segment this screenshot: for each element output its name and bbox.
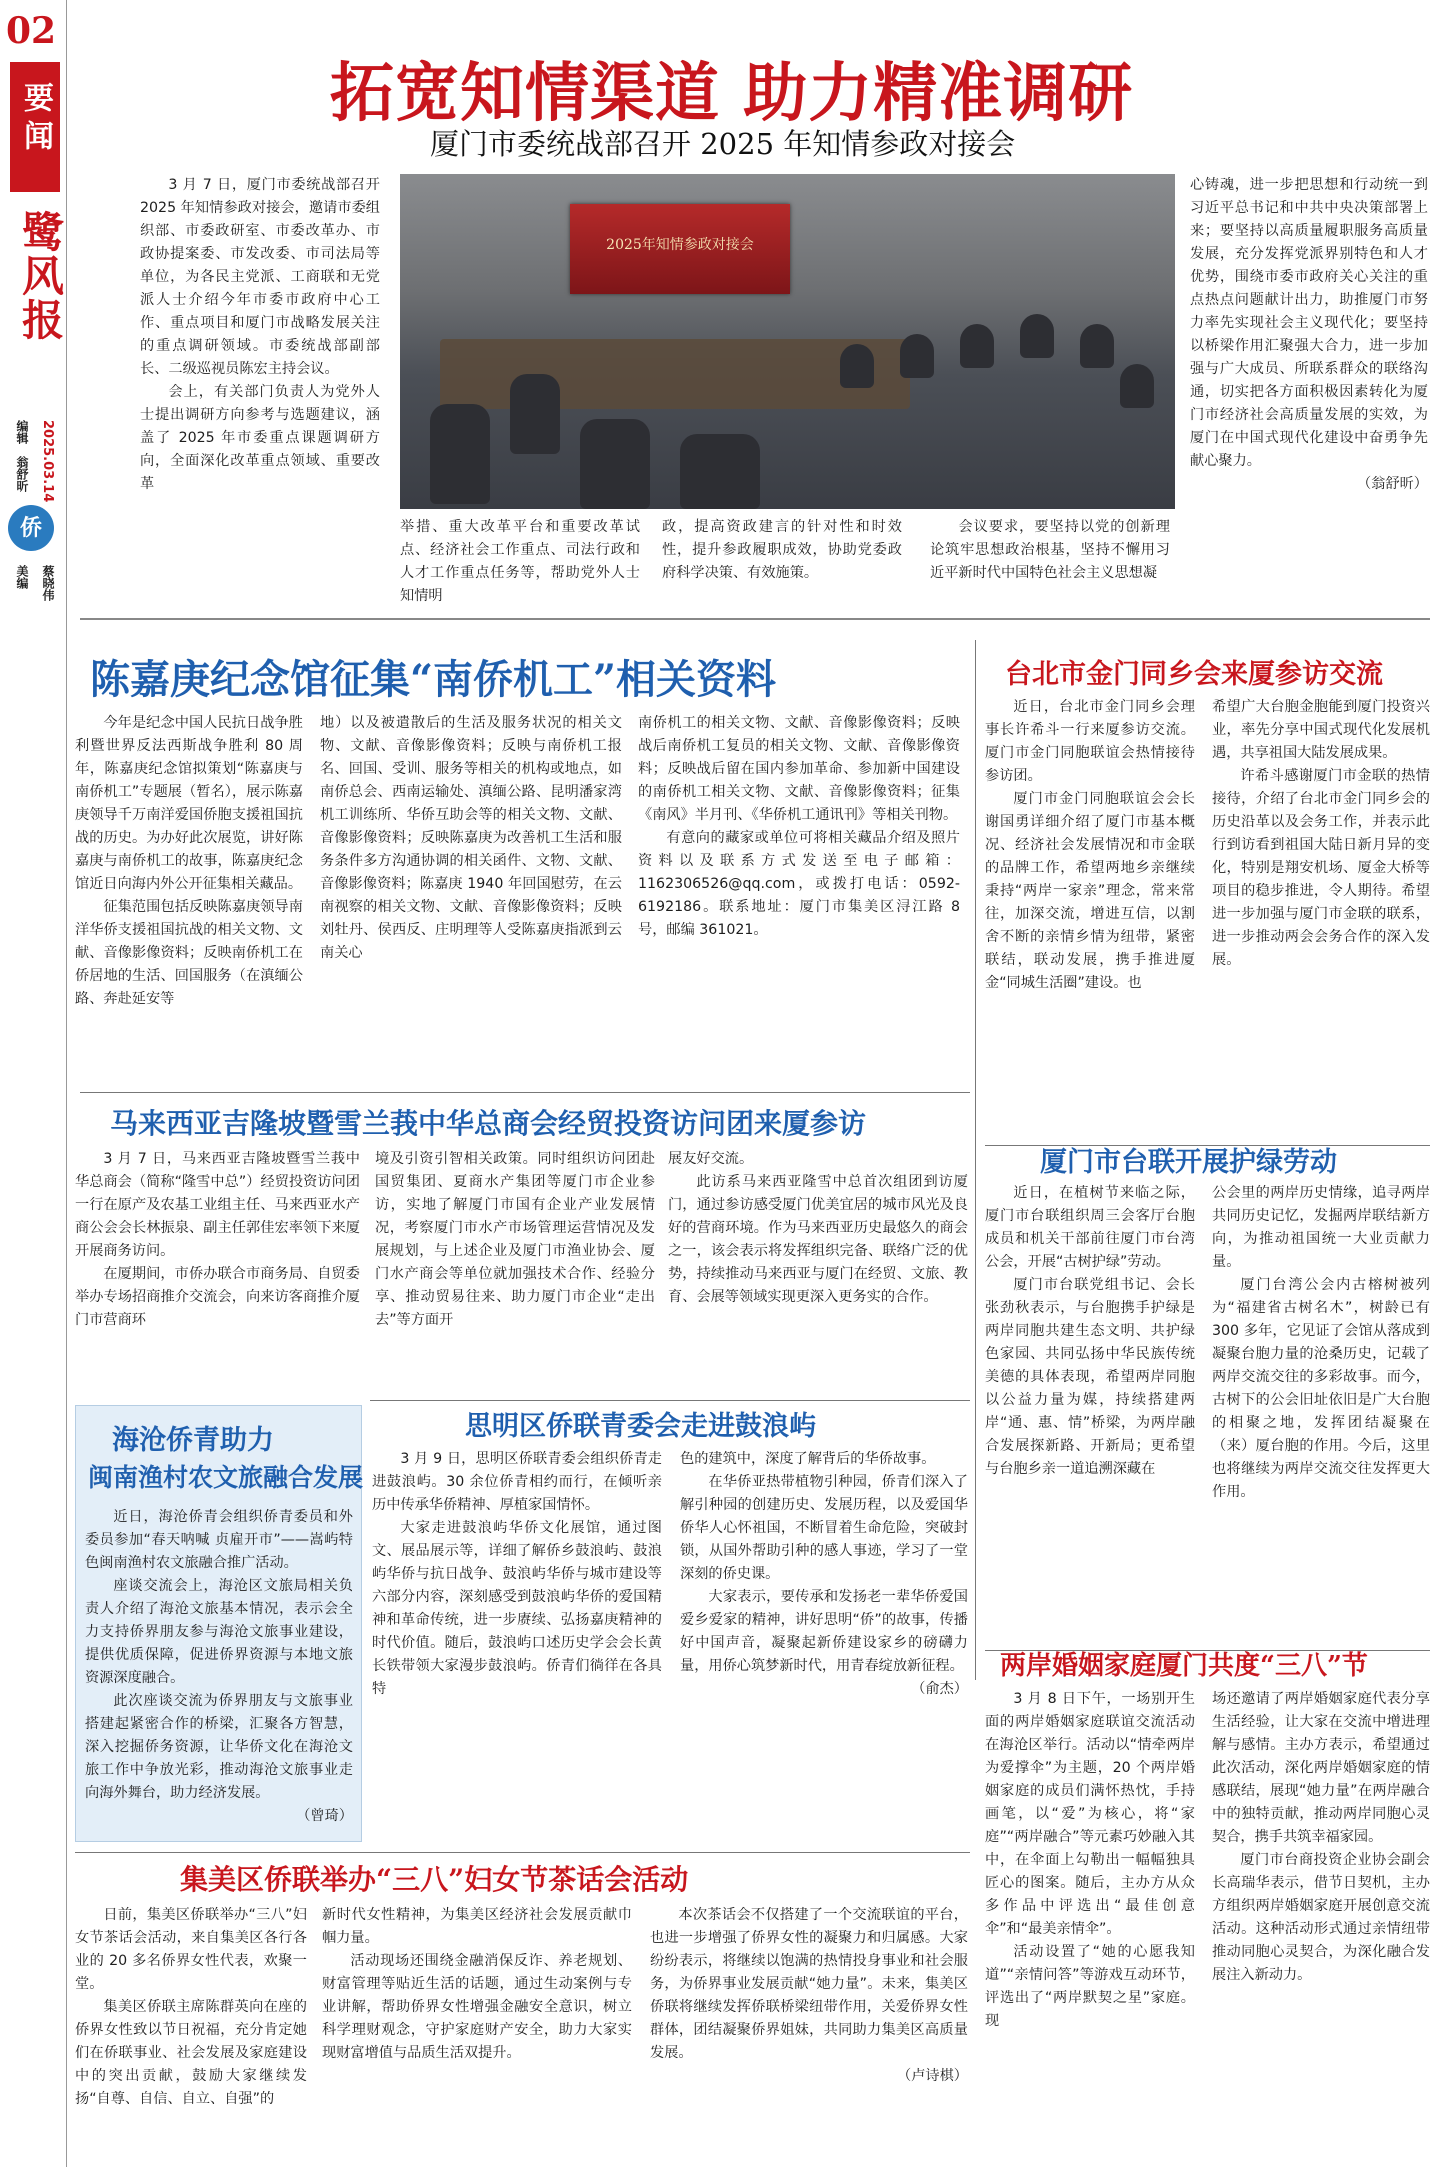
malaysia-paragraph: 展友好交流。	[668, 1151, 754, 1167]
haicang-body	[85, 1506, 353, 1832]
siming-col-2	[680, 1448, 968, 1848]
lead-paragraph: 会议要求，要坚持以党的创新理论筑牢思想政治根基，坚持不懈用习近平新时代中国特色社会主义思想凝	[930, 519, 1170, 581]
siming-paragraph: 3 月 9 日，思明区侨联青委会组织侨青走进鼓浪屿。30 余位侨青相约而行，在倾听亲历中传承华侨精神、厚植家国情怀。	[372, 1451, 662, 1513]
chen-paragraph: 今年是纪念中国人民抗日战争胜利暨世界反法西斯战争胜利 80 周年，陈嘉庚纪念馆拟策划“陈嘉庚与南侨机工”专题展（暂名），展示陈嘉庚领导千万南洋爱国侨胞支援祖国抗战的历史。为办好此次展览，讲好陈嘉庚与南侨机工的故事，陈嘉庚纪念馆近日向海内外公开征集相关藏品。	[75, 715, 303, 892]
lead-paragraph: 政，提高资政建言的针对性和时效性，提升参政履职成效，协助党委政府科学决策、有效施策。	[662, 519, 902, 581]
jimei-paragraph: 日前，集美区侨联举办“三八”妇女节茶话会活动，来自集美区各行各业的 20 多名侨界女性代表，欢聚一堂。	[75, 1907, 307, 1992]
editor-label: 编辑	[15, 420, 29, 444]
lead-paragraph: 心铸魂，进一步把思想和行动统一到习近平总书记和中共中央决策部署上来；要坚持以高质量履职服务高质量发展，充分发挥党派界别特色和人才优势，围绕市委市政府关心关注的重点热点问题献计出力，助推厦门市努力率先实现社会主义现代化；要坚持以桥梁作用汇聚强大合力，进一步加强与广大成员、所联系群众的联络沟通，切实把各方面积极因素转化为厦门市经济社会高质量发展的实效，为厦门在中国式现代化建设中奋勇争先献心聚力。	[1190, 177, 1428, 469]
malaysia-title: 马来西亚吉隆坡暨雪兰莪中华总商会经贸投资访问团来厦参访	[110, 1107, 867, 1140]
tailian-paragraph: 近日，在植树节来临之际，厦门市台联组织周三会客厅台胞成员和机关干部前往厦门市台湾公会，开展“古树护绿”劳动。	[985, 1185, 1195, 1270]
divider	[370, 1400, 970, 1401]
section-label: 要闻	[18, 82, 53, 158]
lead-col-1	[140, 174, 380, 594]
tailian-paragraph: 厦门台湾公会内古榕树被列为“福建省古树名木”，树龄已有 300 多年，它见证了会馆从落成到凝聚台胞力量的沧桑历史，记载了两岸交流交往的多彩故事。而今，古树下的公会旧址依旧是广大台胞的相聚之地，发挥团结凝聚在（来）厦台胞的作用。今后，这里也将继续为两岸交流交往发挥更大作用。	[1212, 1277, 1430, 1500]
chen-paragraph: 地）以及被遣散后的生活及服务状况的相关文物、文献、音像影像资料；反映与南侨机工报名、回国、受训、服务等相关的机构或地点，如南侨总会、西南运输处、滇缅公路、昆明潘家湾机工训练所、华侨互助会等的相关文物、文献、音像影像资料；反映陈嘉庚为改善机工生活和服务条件多方沟通协调的相关函件、文物、文献、音像影像资料；陈嘉庚 1940 年回国慰劳，在云南视察的相关文物、文献、音像影像资料；反映刘牡丹、侯西反、庄明理等人受陈嘉庚指派到云南关心	[320, 715, 622, 961]
jimei-paragraph: 新时代女性精神，为集美区经济社会发展贡献巾帼力量。	[322, 1907, 632, 1946]
paper-name-logo: 鹭风报	[16, 210, 65, 342]
liangan-col-1	[985, 1688, 1195, 2158]
taibei-paragraph: 许希斗感谢厦门市金联的热情接待，介绍了台北市金门同乡会的历史沿革以及会务工作，并表示此行到访看到祖国大陆日新月异的变化，特别是翔安机场、厦金大桥等项目的稳步推进，令人期待。希望进一步加强与厦门市金联的联系，进一步推动两会会务合作的深入发展。	[1212, 768, 1430, 968]
liangan-title: 两岸婚姻家庭厦门共度“三八”节	[1000, 1651, 1368, 1681]
taibei-col-1	[985, 696, 1195, 1146]
tailian-col-1	[985, 1182, 1195, 1652]
lead-paragraph: 3 月 7 日，厦门市委统战部召开 2025 年知情参政对接会，邀请市委组织部、市委政研室、市委改革办、市政协提案委、市发改委、市司法局等单位，为各民主党派、工商联和无党派人士介绍今年市委市政府中心工作、重点项目和厦门市战略发展关注的重点调研领域。市委统战部副部长、二级巡视员陈宏主持会议。	[140, 177, 380, 377]
siming-col-1	[372, 1448, 662, 1848]
malaysia-col-1	[75, 1148, 360, 1398]
photo-person	[510, 374, 560, 454]
issue-date: 2025.03.14	[40, 420, 55, 503]
siming-paragraph: 大家表示，要传承和发扬老一辈华侨爱国爱乡爱家的精神，讲好思明“侨”的故事，传播好中国声音，凝聚起新侨建设家乡的磅礴力量，用侨心筑梦新时代，用青春绽放新征程。	[680, 1589, 968, 1674]
lead-author: （翁舒昕）	[1357, 476, 1428, 492]
lead-col-5	[1190, 174, 1428, 594]
photo-person	[1080, 324, 1114, 368]
lead-col-2	[400, 516, 640, 606]
tailian-paragraph: 厦门市台联党组书记、会长张劲秋表示，与台胞携手护绿是两岸同胞共建生态文明、共护绿色家园、共同弘扬中华民族传统美德的具体表现，希望两岸同胞以公益力量为媒，持续搭建两岸“通、惠、情”桥梁，为两岸融合发展探新路、开新局；更希望与台胞乡亲一道追溯深藏在	[985, 1277, 1195, 1477]
chen-paragraph: 有意向的藏家或单位可将相关藏品介绍及照片资料以及联系方式发送至电子邮箱：1162306526@qq.com，或拨打电话：0592-6192186。联系地址：厦门市集美区浔江路 8 号，邮编 361021。	[638, 830, 960, 938]
divider	[80, 1092, 970, 1093]
page-number: 02	[6, 10, 57, 52]
photo-person	[680, 434, 760, 509]
tailian-title: 厦门市台联开展护绿劳动	[1040, 1147, 1337, 1178]
taibei-paragraph: 希望广大台胞金胞能到厦门投资兴业，率先分享中国式现代化发展机遇，共享祖国大陆发展成果。	[1212, 699, 1430, 761]
photo-person	[900, 334, 934, 378]
chen-title-text: 陈嘉庚纪念馆征集“南侨机工”相关资料	[90, 656, 777, 703]
vertical-divider	[975, 640, 976, 1680]
chen-col-2	[320, 712, 622, 1082]
siming-author: （俞杰）	[911, 1681, 968, 1697]
chen-title	[90, 648, 776, 705]
divider	[80, 618, 1430, 620]
lead-col-4	[930, 516, 1170, 606]
malaysia-col-3	[668, 1148, 968, 1398]
taibei-title: 台北市金门同乡会来厦参访交流	[1005, 659, 1383, 690]
siming-paragraph: 在华侨亚热带植物引种园，侨青们深入了解引种园的创建历史、发展历程，以及爱国华侨华人心怀祖国，不断冒着生命危险，突破封锁，从国外帮助引种的感人事迹，学习了一堂深刻的侨史课。	[680, 1474, 968, 1582]
chen-paragraph: 南侨机工的相关文物、文献、音像影像资料；反映战后南侨机工复员的相关文物、文献、音像影像资料；反映战后留在国内参加革命、参加新中国建设的南侨机工相关文物、文献、音像影像资料；征集《南风》半月刊、《华侨机工通讯刊》等相关刊物。	[638, 715, 960, 823]
malaysia-col-2	[375, 1148, 655, 1398]
sidebar-divider	[66, 0, 67, 2167]
jimei-author: （卢诗棋）	[897, 2068, 968, 2084]
siming-title: 思明区侨联青委会走进鼓浪屿	[465, 1411, 816, 1442]
siming-paragraph: 大家走进鼓浪屿华侨文化展馆，通过图文、展品展示等，详细了解侨乡鼓浪屿、鼓浪屿华侨与抗日战争、鼓浪屿华侨与城市建设等六部分内容，深刻感受到鼓浪屿华侨的爱国精神和革命传统，进一步赓续、弘扬嘉庚精神的时代价值。随后，鼓浪屿口述历史学会会长黄长铁带领大家漫步鼓浪屿。侨青们徜徉在各具特	[372, 1520, 662, 1697]
seal-icon	[8, 505, 54, 551]
proof-label: 美编	[15, 565, 29, 589]
photo-person	[580, 419, 650, 509]
liangan-col-2	[1212, 1688, 1430, 2158]
lead-col-3	[662, 516, 902, 606]
liangan-paragraph: 厦门市台商投资企业协会副会长高瑞华表示，借节日契机，主办方组织两岸婚姻家庭开展创意交流活动。这种活动形式通过亲情纽带推动同胞心灵契合，为深化融合发展注入新动力。	[1212, 1852, 1430, 1983]
photo-person	[840, 344, 874, 388]
haicang-paragraph: 近日，海沧侨青会组织侨青委员和外委员参加“春天呐喊 贞雇开市”——嵩屿特色闽南渔村农文旅融合推广活动。	[85, 1509, 353, 1571]
photo-person	[960, 324, 994, 368]
jimei-col-1	[75, 1904, 307, 2164]
taibei-paragraph: 近日，台北市金门同乡会理事长许希斗一行来厦参访交流。厦门市金门同胞联谊会热情接待参访团。	[985, 699, 1195, 784]
seal-char: 侨	[19, 515, 42, 541]
haicang-paragraph: 此次座谈交流为侨界朋友与文旅事业搭建起紧密合作的桥梁，汇聚各方智慧，深入挖掘侨务资源，让华侨文化在海沧文旅工作中争放光彩，推动海沧文旅事业走向海外舞台，助力经济发展。	[85, 1693, 353, 1801]
tailian-paragraph: 公会里的两岸历史情缘，追寻两岸共同历史记忆，发掘两岸联结新方向，为推动祖国统一大业贡献力量。	[1212, 1185, 1430, 1270]
photo-person	[1120, 364, 1154, 408]
divider	[75, 1852, 970, 1853]
siming-paragraph: 色的建筑中，深度了解背后的华侨故事。	[680, 1451, 936, 1467]
liangan-paragraph: 3 月 8 日下午，一场别开生面的两岸婚姻家庭联谊交流活动在海沧区举行。活动以“情牵两岸为爱撑伞”为主题，20 个两岸婚姻家庭的成员们满怀热忱，手持画笔，以“爱”为核心，将“家庭”“两岸融合”等元素巧妙融入其中，在伞面上勾勒出一幅幅独具匠心的图案。随后，主办方从众多作品中评选出“最佳创意伞”和“最美亲情伞”。	[985, 1691, 1195, 1937]
taibei-col-2	[1212, 696, 1430, 1146]
malaysia-paragraph: 境及引资引智相关政策。同时组织访问团赴国贸集团、夏商水产集团等厦门市企业参访，实地了解厦门市国有企业产业发展情况，考察厦门市水产市场管理运营情况及发展规划，与上述企业及厦门市渔业协会、厦门水产商会等单位就加强技术合作、经验分享、推动贸易往来、助力厦门市企业“走出去”等方面开	[375, 1151, 655, 1328]
haicang-title-2: 闽南渔村农文旅融合发展	[88, 1463, 364, 1492]
photo-person	[430, 404, 490, 504]
haicang-author: （曾琦）	[296, 1808, 353, 1824]
section-label-box	[10, 62, 60, 192]
editor-name: 翁舒昕	[15, 456, 29, 492]
chen-col-1	[75, 712, 303, 1082]
lead-photo	[400, 174, 1175, 509]
jimei-col-3	[650, 1904, 968, 2164]
photo-banner	[570, 204, 790, 294]
jimei-paragraph: 活动现场还围绕金融消保反诈、养老规划、财富管理等贴近生活的话题，通过生动案例与专业讲解，帮助侨界女性增强金融安全意识，树立科学理财观念，守护家庭财产安全，助力大家实现财富增值与品质生活双提升。	[322, 1953, 632, 2061]
malaysia-paragraph: 在厦期间，市侨办联合市商务局、自贸委举办专场招商推介交流会，向来访客商推介厦门市营商环	[75, 1266, 360, 1328]
jimei-paragraph: 本次茶话会不仅搭建了一个交流联谊的平台，也进一步增强了侨界女性的凝聚力和归属感。大家纷纷表示，将继续以饱满的热情投身事业和社会服务，为侨界事业发展贡献“她力量”。未来，集美区侨联将继续发挥侨联桥梁纽带作用，关爱侨界女性群体，团结凝聚侨界姐妹，共同助力集美区高质量发展。	[650, 1907, 968, 2061]
liangan-paragraph: 活动设置了“她的心愿我知道”“亲情问答”等游戏互动环节，评选出了“两岸默契之星”家庭。现	[985, 1944, 1195, 2029]
chen-paragraph: 征集范围包括反映陈嘉庚领导南洋华侨支援祖国抗战的相关文物、文献、音像影像资料；反映南侨机工在侨居地的生活、回国服务（在滇缅公路、奔赴延安等	[75, 899, 303, 1007]
haicang-paragraph: 座谈交流会上，海沧区文旅局相关负责人介绍了海沧文旅基本情况，表示会全力支持侨界朋友参与海沧文旅事业建设，提供优质保障，促进侨界资源与本地文旅资源深度融合。	[85, 1578, 353, 1686]
malaysia-paragraph: 3 月 7 日，马来西亚吉隆坡暨雪兰莪中华总商会（简称“隆雪中总”）经贸投资访问团一行在原产及农基工业组主任、马来西亚水产商公会会长林振泉、副主任郭佳宏率领下来厦开展商务访问。	[75, 1151, 360, 1259]
photo-banner-text: 2025年知情参政对接会	[606, 237, 754, 253]
haicang-title-1: 海沧侨青助力	[112, 1425, 274, 1456]
proof-name: 蔡晓伟	[41, 565, 55, 601]
taibei-paragraph: 厦门市金门同胞联谊会会长谢国勇详细介绍了厦门市基本概况、经济社会发展情况和市金联的品牌工作，希望两地乡亲继续秉持“两岸一家亲”理念，常来常往，加深交流，增进互信，以割舍不断的亲情乡情为纽带，紧密联结，联动发展，携手推进厦金“同城生活圈”建设。也	[985, 791, 1195, 991]
liangan-paragraph: 场还邀请了两岸婚姻家庭代表分享生活经验，让大家在交流中增进理解与感情。主办方表示，希望通过此次活动，深化两岸婚姻家庭的情感联结，展现“她力量”在两岸融合中的独特贡献，推动两岸同胞心灵契合，携手共筑幸福家园。	[1212, 1691, 1430, 1845]
lead-paragraph: 举措、重大改革平台和重要改革试点、经济社会工作重点、司法行政和人才工作重点任务等，帮助党外人士知情明	[400, 519, 640, 604]
jimei-paragraph: 集美区侨联主席陈群英向在座的侨界女性致以节日祝福，充分肯定她们在侨联事业、社会发展及家庭建设中的突出贡献，鼓励大家继续发扬“自尊、自信、自立、自强”的	[75, 1999, 307, 2107]
jimei-col-2	[322, 1904, 632, 2164]
lead-headline: 拓宽知情渠道 助力精准调研	[330, 56, 1134, 131]
chen-col-3	[638, 712, 960, 1082]
lead-subheadline: 厦门市委统战部召开 2025 年知情参政对接会	[430, 127, 1016, 161]
page-sidebar	[0, 0, 65, 2167]
jimei-title: 集美区侨联举办“三八”妇女节茶话会活动	[180, 1863, 689, 1896]
tailian-col-2	[1212, 1182, 1430, 1652]
photo-person	[1020, 314, 1054, 358]
lead-paragraph: 会上，有关部门负责人为党外人士提出调研方向参考与选题建议，涵盖了 2025 年市委重点课题调研方向，全面深化改革重点领域、重要改革	[140, 384, 380, 492]
malaysia-paragraph: 此访系马来西亚隆雪中总首次组团到访厦门，通过参访感受厦门优美宜居的城市风光及良好的营商环境。作为马来西亚历史最悠久的商会之一，该会表示将发挥组织完备、联络广泛的优势，持续推动马来西亚与厦门在经贸、文旅、教育、会展等领域实现更深入更务实的合作。	[668, 1174, 968, 1305]
